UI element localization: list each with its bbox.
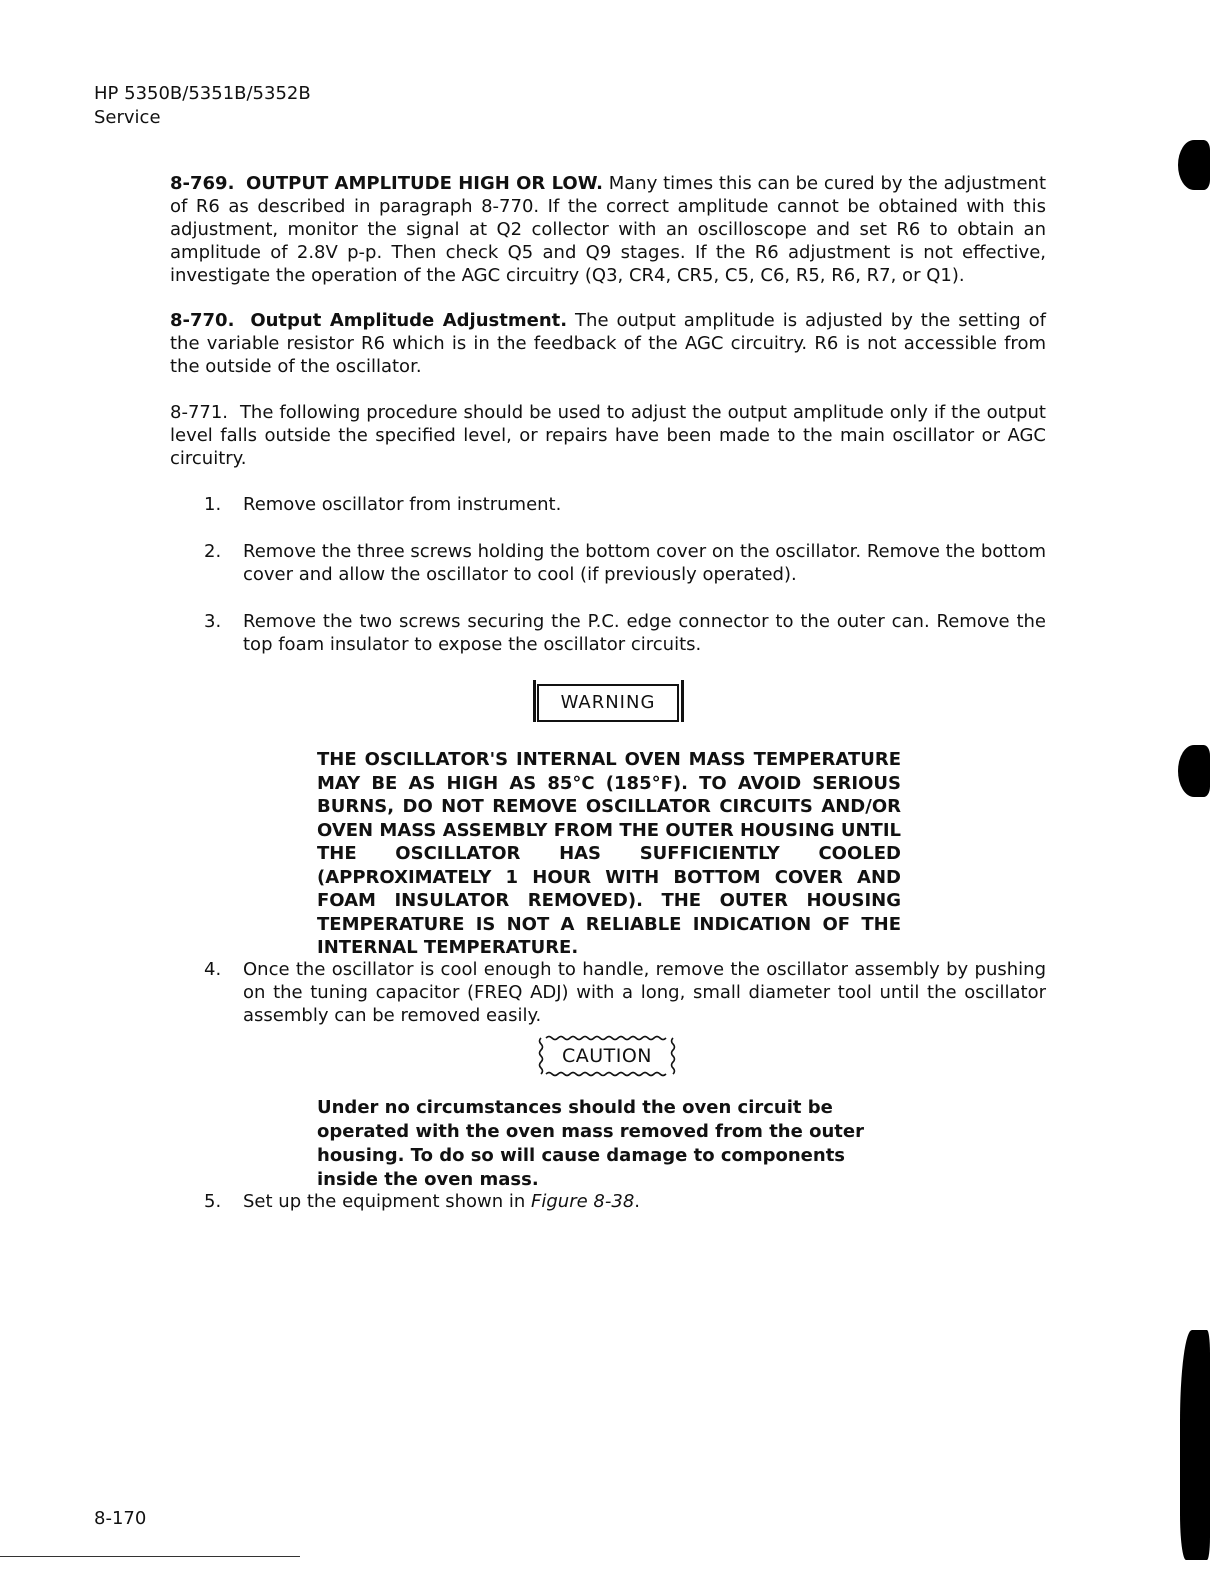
binding-edge-mark [1180, 1330, 1210, 1560]
paragraph-title: Output Amplitude Adjustment. [250, 310, 568, 331]
paragraph-body: The output amplitude is adjusted by the setting of the variable resistor R6 which is in the feedback of the AGC circuitry. R6 is not accessible from the outside of the oscillator. [170, 310, 1046, 377]
paragraph-number: 8-771. [170, 402, 229, 423]
figure-reference[interactable]: Figure 8-38 [531, 1191, 635, 1212]
step-text: Remove oscillator from instrument. [243, 494, 562, 515]
paragraph-title: OUTPUT AMPLITUDE HIGH OR LOW. [245, 173, 603, 194]
binding-hole-mark [1178, 140, 1210, 190]
step-number: 2. [204, 541, 222, 562]
header-section: Service [94, 107, 161, 128]
warning-text: THE OSCILLATOR'S INTERNAL OVEN MASS TEMPERATURE MAY BE AS HIGH AS 85°C (185°F). TO AVOID SERIOUS BURNS, DO NOT REMOVE OSCILLATOR CIRCUITS AND/OR OVEN MASS ASSEMBLY FROM THE OUTER HOUSING UNTIL THE OSCILLATOR HAS SUFFICIENTLY COOLED (APPROXIMATELY 1 HOUR WITH BOTTOM COVER AND FOAM INSULATOR REMOVED). THE OUTER HOUSING TEMPERATURE IS NOT A RELIABLE INDICATION OF THE INTERNAL TEMPERATURE. [317, 749, 901, 958]
paragraph-body: Many times this can be cured by the adjustment of R6 as described in paragraph 8-770. If the correct amplitude cannot be obtained with this adjustment, monitor the signal at Q2 collector with an oscilloscope and set R6 to obtain an amplitude of 2.8V p-p. Then check Q5 and Q9 stages. If the R6 adjustment is not effective, investigate the operation of the AGC circuitry (Q3, CR4, CR5, C5, C6, R5, R6, R7, or Q1). [170, 173, 1046, 286]
step-text: Once the oscillator is cool enough to handle, remove the oscillator assembly by pushing on the tuning capacitor (FREQ ADJ) with a long, small diameter tool until the oscillator assembly can be removed easily. [243, 959, 1046, 1026]
step-number: 4. [204, 959, 222, 980]
binding-hole-mark [1178, 745, 1210, 797]
warning-label: WARNING [537, 684, 679, 722]
footer-rule [0, 1556, 300, 1557]
page-header [94, 82, 311, 130]
caution-label: CAUTION [561, 1045, 653, 1067]
page-number: 8-170 [94, 1508, 147, 1529]
paragraph-8-770 [170, 309, 1046, 378]
step-text-group [243, 1190, 1046, 1213]
step-number: 5. [204, 1191, 222, 1212]
caution-text: Under no circumstances should the oven circuit be operated with the oven mass removed from the outer housing. To do so will cause damage to components inside the oven mass. [317, 1097, 864, 1190]
step-number: 1. [204, 494, 222, 515]
step-text: Set up the equipment shown in [243, 1191, 526, 1212]
paragraph-number: 8-769. [170, 173, 235, 194]
paragraph-8-769 [170, 172, 1046, 287]
paragraph-8-771 [170, 401, 1046, 470]
paragraph-number: 8-770. [170, 310, 235, 331]
header-model: HP 5350B/5351B/5352B [94, 83, 311, 104]
paragraph-body: The following procedure should be used to adjust the output amplitude only if the output level falls outside the specified level, or repairs have been made to the main oscillator or AGC circuitry. [170, 402, 1046, 469]
step-text: Remove the three screws holding the bottom cover on the oscillator. Remove the bottom cover and allow the oscillator to cool (if previously operated). [243, 541, 1046, 585]
step-number: 3. [204, 611, 222, 632]
caution-label-box [538, 1035, 676, 1077]
step-text-end: . [634, 1191, 641, 1212]
step-text: Remove the two screws securing the P.C. edge connector to the outer can. Remove the top foam insulator to expose the oscillator circuits. [243, 611, 1046, 655]
